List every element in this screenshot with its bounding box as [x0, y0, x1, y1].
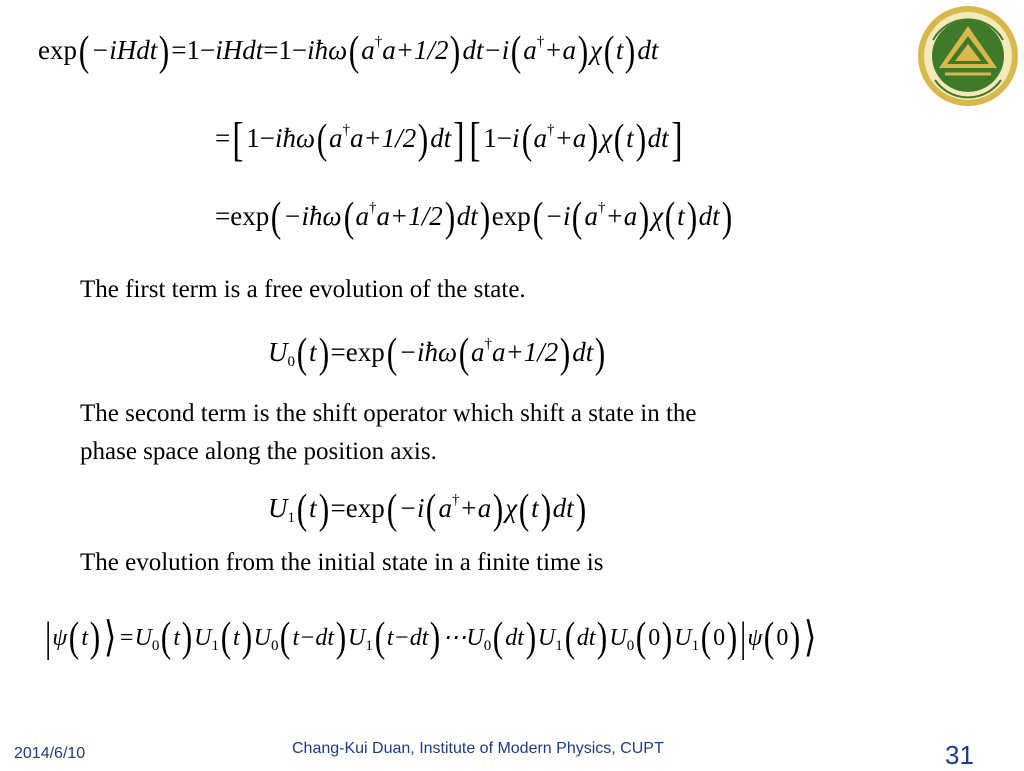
equation-psi: $|\psi(t)⟩=U_0(t)U_1(t)U_0(t-dt)U_1(t-dt)\cdots U_0(dt)U_1(dt)U_0(0)U_1(0)|\psi(0)⟩$ — [45, 615, 817, 661]
equation-line-1: exp(−iHdt)=1−iHdt=1−iħω(a†a+1/2)dt−i(a†+a)χ(t)dt — [38, 29, 659, 75]
second-term-text-line-1: The second term is the shift operator which shift a state in the — [80, 400, 697, 427]
equation-line-2: =[1−iħω(a†a+1/2)dt][1−i(a†+a)χ(t)dt] — [215, 113, 683, 166]
footer-author: Chang-Kui Duan, Institute of Modern Physics, CUPT — [292, 740, 664, 757]
university-seal-icon — [915, 0, 1021, 112]
equation-u0: $U_0(t)=\exp(-iħ\omega(a^\dagger a+1/2)dt)$ — [268, 331, 606, 377]
evolution-text: The evolution from the initial state in a finite time is — [80, 549, 604, 576]
first-term-text: The first term is a free evolution of the state. — [80, 276, 526, 303]
page-number: 31 — [945, 740, 974, 770]
equation-line-3: =exp(−iħω(a†a+1/2)dt)exp(−i(a†+a)χ(t)dt) — [215, 195, 732, 241]
second-term-text-line-2: phase space along the position axis. — [80, 438, 437, 465]
equation-u1: $U_1(t)=\exp(-i(a^\dagger+a)\chi(t)dt)$ — [268, 487, 586, 533]
footer-date: 2014/6/10 — [14, 745, 86, 762]
